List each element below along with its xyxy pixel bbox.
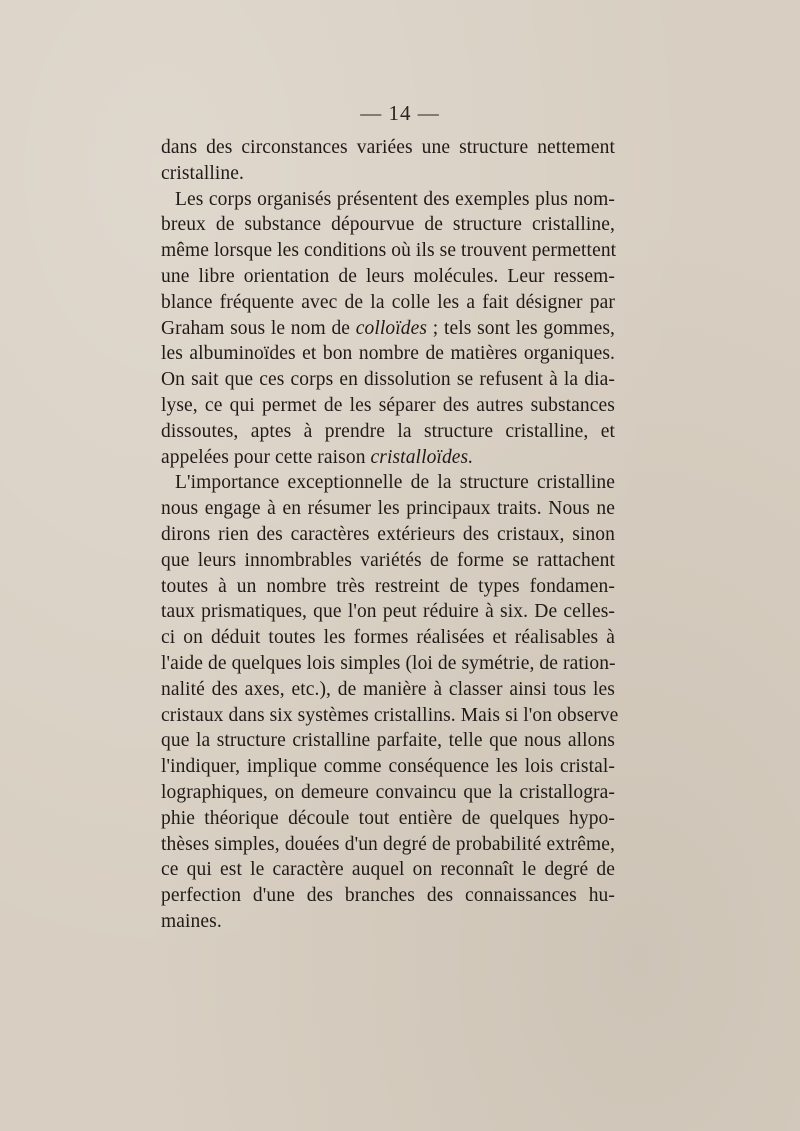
text-segment: maines.: [161, 910, 222, 932]
text-line: [161, 341, 615, 367]
text-segment: Graham sous le nom de: [161, 317, 356, 339]
text-segment: cristaux dans six systèmes cristallins. Mais si l'on observe: [161, 704, 619, 726]
text-segment: lographiques, on demeure convaincu que la cristallogra-: [161, 781, 615, 803]
text-segment: toutes à un nombre très restreint de types fondamen-: [161, 575, 615, 597]
text-line: [161, 393, 615, 419]
text-line: [161, 754, 615, 780]
text-line: [161, 780, 615, 806]
text-segment: une libre orientation de leurs molécules. Leur ressem-: [161, 265, 615, 287]
text-segment: que la structure cristalline parfaite, telle que nous allons: [161, 730, 615, 752]
text-line: [161, 703, 619, 729]
text-segment: taux prismatiques, que l'on peut réduire à six. De celles-: [161, 601, 615, 623]
text-line: [161, 496, 615, 522]
text-line: [161, 599, 615, 625]
text-segment: blance fréquente avec de la colle les a fait désigner par: [161, 291, 615, 313]
text-segment: dans des circonstances variées une structure nettement: [161, 137, 615, 158]
text-line: [161, 651, 615, 677]
page-number: — 14 —: [360, 101, 440, 125]
text-segment: L'importance exceptionnelle de la structure cristalline: [175, 472, 615, 494]
text-line: [161, 574, 615, 600]
text-segment: l'indiquer, implique comme conséquence les lois cristal-: [161, 756, 615, 778]
text-segment: nalité des axes, etc.), de manière à classer ainsi tous les: [161, 678, 615, 700]
text-segment: ci on déduit toutes les formes réalisées et réalisables à: [161, 627, 615, 649]
text-line: [161, 728, 615, 754]
text-line: [161, 677, 615, 703]
text-segment: nous engage à en résumer les principaux traits. Nous ne: [161, 498, 615, 520]
text-line: [161, 367, 615, 393]
text-segment: phie théorique découle tout entière de quelques hypo-: [161, 807, 615, 829]
text-segment: ce qui est le caractère auquel on reconnaît le degré de: [161, 859, 615, 881]
text-line: [161, 290, 615, 316]
text-segment: l'aide de quelques lois simples (loi de symétrie, de ration-: [161, 652, 616, 674]
text-segment: lyse, ce qui permet de les séparer des autres substances: [161, 394, 615, 416]
text-line: [161, 135, 615, 161]
italic-term: cristalloïdes.: [370, 446, 474, 468]
text-segment: que leurs innombrables variétés de forme se rattachent: [161, 549, 615, 571]
text-line: [161, 522, 615, 548]
text-segment: cristalline.: [161, 162, 244, 184]
text-segment: dissoutes, aptes à prendre la structure cristalline, et: [161, 420, 615, 442]
text-line: [161, 806, 615, 832]
text-line: [161, 470, 615, 496]
text-segment: On sait que ces corps en dissolution se refusent à la dia-: [161, 369, 615, 391]
text-line: [161, 625, 615, 651]
body-text: [161, 135, 619, 935]
text-line: [161, 212, 615, 238]
text-line: [161, 857, 615, 883]
italic-term: colloïdes: [355, 317, 428, 339]
text-line: [161, 238, 615, 264]
text-segment: perfection d'une des branches des connaissances hu-: [161, 885, 615, 907]
text-segment: breux de substance dépourvue de structure cristalline,: [161, 214, 615, 236]
text-segment: même lorsque les conditions où ils se trouvent permettent: [161, 240, 617, 262]
text-line: [161, 548, 615, 574]
text-line: [161, 316, 615, 342]
text-segment: thèses simples, douées d'un degré de probabilité extrême,: [161, 833, 615, 855]
text-line: [161, 445, 615, 471]
text-line: [161, 909, 615, 935]
text-line: [161, 883, 615, 909]
text-segment: dirons rien des caractères extérieurs des cristaux, sinon: [161, 523, 615, 545]
text-line: [161, 264, 615, 290]
text-line: [161, 832, 615, 858]
text-segment: Les corps organisés présentent des exemples plus nom-: [175, 188, 615, 210]
text-segment: les albuminoïdes et bon nombre de matières organiques.: [161, 343, 615, 365]
text-line: [161, 419, 615, 445]
text-segment: ; tels sont les gommes,: [427, 317, 615, 339]
text-line: [161, 161, 615, 187]
text-line: [161, 187, 615, 213]
text-segment: appelées pour cette raison: [161, 446, 371, 468]
